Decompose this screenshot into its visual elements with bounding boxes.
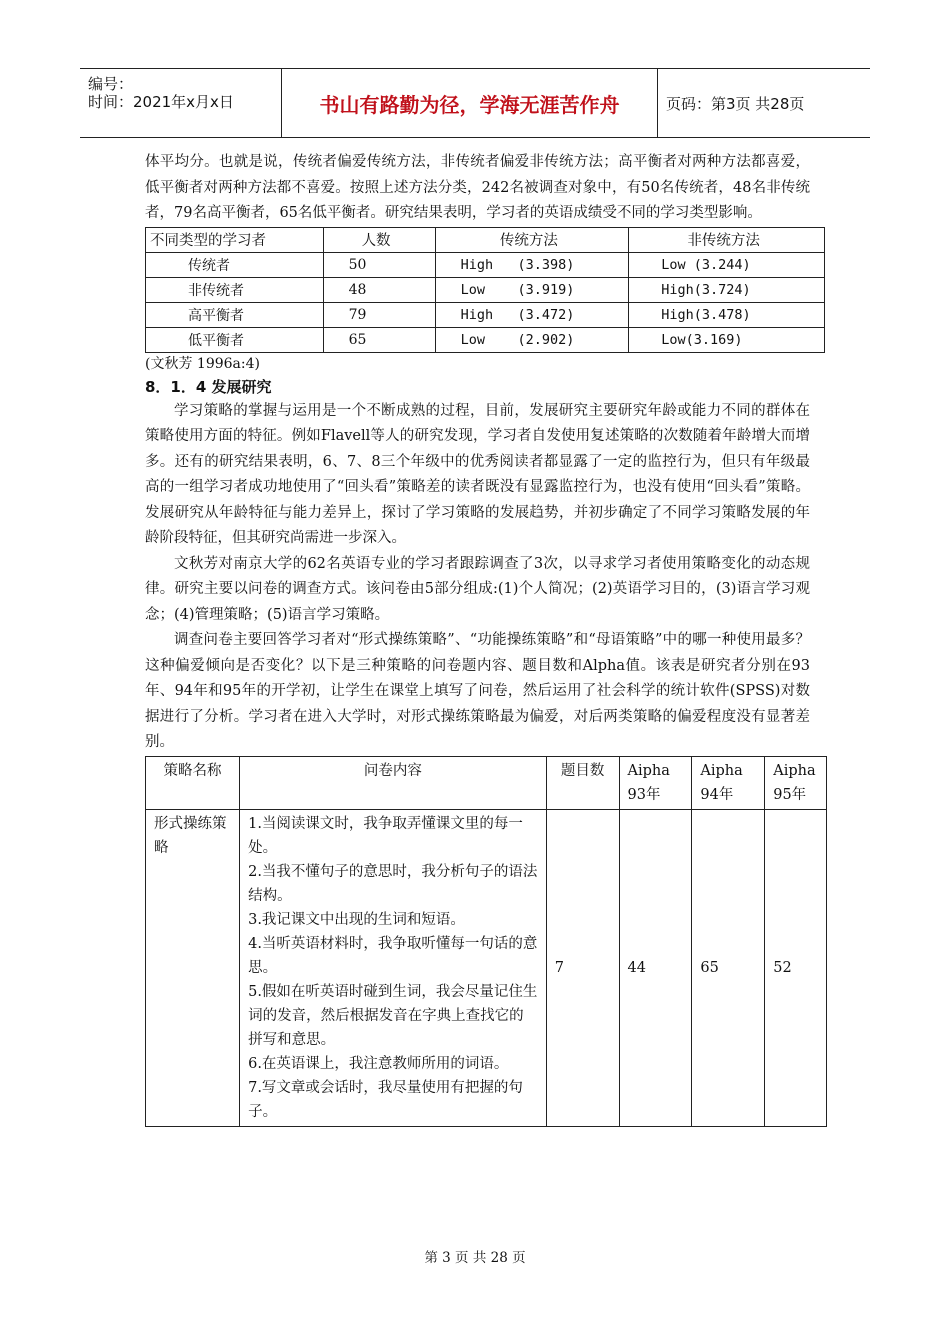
alpha-95-cell: 52 (765, 809, 827, 1126)
item-count-cell: 7 (546, 809, 619, 1126)
trad-cell: High (3.398) (435, 252, 629, 277)
count-cell: 79 (323, 302, 435, 327)
question-item: 6.在英语课上，我注意教师所用的词语。 (248, 1055, 509, 1072)
page-header (80, 68, 870, 138)
nontrad-cell: Low (3.244) (629, 252, 825, 277)
table-header-row (146, 756, 827, 809)
header-cell: 人数 (323, 227, 435, 252)
paragraph-development: 学习策略的掌握与运用是一个不断成熟的过程，目前，发展研究主要研究年龄或能力不同的群体在策略使用方面的特征。例如Flavell等人的研究发现，学习者自发使用复述策略的次数随着年龄增大而增多。还有的研究结果表明，6、7、8三个年级中的优秀阅读者都显露了一定的监控行为，但只有年级最高的一组学习者成功地使用了“回头看”策略差的读者既没有显露监控行为，也没有使用“回头看”策略。发展研究从年龄特征与能力差异上，探讨了学习策略的发展趋势，并初步确定了不同学习策略发展的年龄阶段特征，但其研究尚需进一步深入。 (145, 402, 810, 546)
header-cell: Aipha 95年 (765, 756, 827, 809)
paragraph-study: 文秋芳对南京大学的62名英语专业的学习者跟踪调查了3次，以寻求学习者使用策略变化的动态规律。研究主要以问卷的调查方式。该问卷由5部分组成:(1)个人简况；(2)英语学习目的，(3)语言学习观念；(4)管理策略；(5)语言学习策略。 (145, 555, 810, 623)
header-page-info: 页码：第3页 共28页 (666, 95, 805, 113)
header-meta (80, 69, 282, 137)
paragraph-survey: 调查问卷主要回答学习者对“形式操练策略”、“功能操练策略”和“母语策略”中的哪一种使用最多？这种偏爱倾向是否变化？以下是三种策略的问卷题内容、题目数和Alpha值。该表是研究者分别在93年、94年和95年的开学初，让学生在课堂上填写了问卷，然后运用了社会科学的统计软件(SPSS)对数据进行了分析。学习者在进入大学时，对形式操练策略最为偏爱，对后两类策略的偏爱程度没有显著差别。 (145, 632, 810, 750)
document-body (145, 150, 816, 1127)
nontrad-cell: Low(3.169) (629, 327, 825, 352)
intro-paragraph: 体平均分。也就是说，传统者偏爱传统方法，非传统者偏爱非传统方法；高平衡者对两种方法都喜爱，低平衡者对两种方法都不喜爱。按照上述方法分类，242名被调查对象中，有50名传统者，48名非传统者，79名高平衡者，65名低平衡者。研究结果表明，学习者的英语成绩受不同的学习类型影响。 (145, 154, 810, 221)
alpha-94-cell: 65 (692, 809, 765, 1126)
date-label: 时间：2021年x月x日 (88, 93, 234, 111)
header-cell: 不同类型的学习者 (146, 227, 324, 252)
alpha-93-cell: 44 (619, 809, 692, 1126)
type-cell: 高平衡者 (146, 302, 324, 327)
table-citation: (文秋芳 1996a:4) (145, 355, 260, 372)
question-item: 1.当阅读课文时，我争取弄懂课文里的每一处。 (248, 815, 523, 856)
trad-cell: Low (3.919) (435, 277, 629, 302)
page-footer: 第 3 页 共 28 页 (424, 1250, 526, 1266)
section-title: 8．1．4 发展研究 (145, 377, 272, 396)
count-cell: 48 (323, 277, 435, 302)
count-cell: 50 (323, 252, 435, 277)
type-cell: 传统者 (146, 252, 324, 277)
header-motto: 书山有路勤为径，学海无涯苦作舟 (282, 69, 658, 137)
nontrad-cell: High(3.724) (629, 277, 825, 302)
strategy-name-cell: 形式操练策略 (146, 809, 240, 1126)
count-cell: 65 (323, 327, 435, 352)
type-cell: 非传统者 (146, 277, 324, 302)
strategy-table (145, 756, 827, 1127)
header-cell: 传统方法 (435, 227, 629, 252)
table-row (146, 277, 825, 302)
table-header-row (146, 227, 825, 252)
trad-cell: Low (2.902) (435, 327, 629, 352)
questionnaire-cell (240, 809, 547, 1126)
type-cell: 低平衡者 (146, 327, 324, 352)
header-cell: 策略名称 (146, 756, 240, 809)
header-cell: 问卷内容 (240, 756, 547, 809)
question-item: 3.我记课文中出现的生词和短语。 (248, 911, 465, 928)
table-row (146, 302, 825, 327)
table-row (146, 327, 825, 352)
header-cell: 非传统方法 (629, 227, 825, 252)
number-label: 编号： (88, 75, 134, 93)
question-item: 2.当我不懂句子的意思时，我分析句子的语法结构。 (248, 863, 538, 904)
header-cell: Aipha 93年 (619, 756, 692, 809)
trad-cell: High (3.472) (435, 302, 629, 327)
question-item: 5.假如在听英语时碰到生词，我会尽量记住生词的发音，然后根据发音在字典上查找它的拼写和意思。 (248, 983, 538, 1048)
table-row (146, 809, 827, 1126)
question-item: 7.写文章或会话时，我尽量使用有把握的句子。 (248, 1079, 523, 1120)
header-cell: 题目数 (546, 756, 619, 809)
nontrad-cell: High(3.478) (629, 302, 825, 327)
learner-type-table (145, 227, 825, 353)
table-row (146, 252, 825, 277)
question-item: 4.当听英语材料时，我争取听懂每一句话的意思。 (248, 935, 538, 976)
header-cell: Aipha 94年 (692, 756, 765, 809)
